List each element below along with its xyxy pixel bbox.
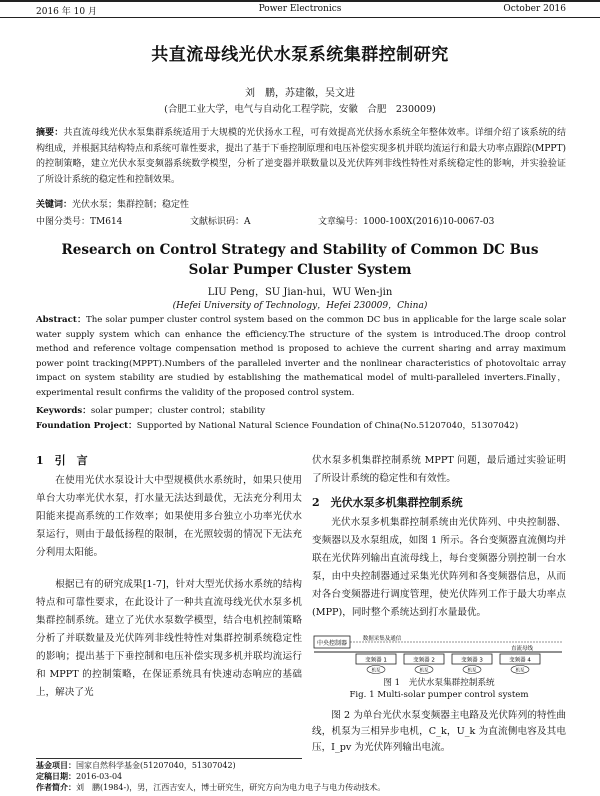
footnote-date: [36, 771, 302, 782]
keywords-en-text: solar pumper；cluster control；stability: [90, 406, 266, 416]
header-journal: Power Electronics: [258, 4, 342, 14]
paper-title-en-line1: Research on Control Strategy and Stability of Common DC Bus: [61, 242, 539, 258]
foundation-en: [36, 419, 518, 431]
abstract-en: [36, 313, 566, 400]
inverter-3: [452, 654, 492, 664]
keywords-cn: [36, 197, 189, 210]
pump-3-label: 机泵: [467, 668, 477, 674]
data-comm-label: 数据采集及通信: [362, 636, 402, 642]
section1-paragraph2: 根据已有的研究成果[1-7]，针对大型光伏扬水系统的结构特点和可靠性要求，在此设计了一种共直流母线光伏水泵多机集群控制系统。建立了光伏水泵数学模型，结合电机控制策略分析了并联数量及光伏阵列非线性特性对集群控制系统稳定性的影响；提出基于下垂控制和电压补偿实现多机并联均流运行和 MPPT 的控制策略，在保证系统具有快速动态响应的基础上，解决了光: [36, 579, 302, 698]
keywords-cn-label: 关键词：: [36, 200, 73, 210]
abstract-en-text: The solar pumper cluster control system based on the common DC bus in applicable for the large scale solar water supply system which can enhance the efficiency.The structure of the system is introduced.The droop control method and reference voltage compensation method is proposed to achieve the current sharing and array maximum power point tracking(MPPT).Numbers of the paralleled inverter and the nonlinear characteristics of photovoltaic array impact on system stability are studied by establishing the mathematical model of multi-paralleled inverters.Finally，experimental result confirms the validity of the proposed control system.: [36, 315, 566, 398]
header-top-rule: [0, 0, 600, 2]
footnote-fund-label: 基金项目：: [36, 760, 76, 770]
abstract-cn-label: 摘要：: [36, 128, 64, 138]
dc-bus-label: 直流母线: [510, 646, 534, 652]
footnote-date-label: 定稿日期：: [36, 771, 76, 781]
inverter-2: [404, 654, 444, 664]
pump-1: [367, 666, 385, 674]
inverter-1-label: 变频器 1: [365, 657, 387, 664]
abstract-cn: [36, 126, 566, 188]
affiliation-en: (Hefei University of Technology，Hefei 230009，China): [172, 301, 428, 311]
section2-paragraph1: 光伏水泵多机集群控制系统由光伏阵列、中央控制器、变频器以及水泵组成，如图 1 所示。各台变频器直流侧均并联在光伏阵列输出直流母线上，每台变频器分别控制一台水泵，由中央控制器通过采集光伏阵列和各变频器信息，从而对各台变频器进行调度管理，使光伏阵列工作于最大功率点(MPP)，同时整个系统达到打水量最优。: [312, 517, 566, 618]
abstract-en-label: Abstract：: [36, 315, 86, 325]
paper-title-cn: 共直流母线光伏水泵系统集群控制研究: [151, 45, 449, 65]
pump-4-label: 机泵: [515, 668, 525, 674]
keywords-cn-text: 光伏水泵；集群控制；稳定性: [72, 200, 190, 210]
paper-title-en: [0, 240, 600, 280]
inverter-4-label: 变频器 4: [509, 657, 531, 664]
footnote-fund-text: 国家自然科学基金(51207040，51307042): [76, 761, 236, 770]
pump-1-label: 机泵: [371, 668, 381, 674]
footnote-fund: [36, 760, 302, 771]
section2-paragraph2: 图 2 为单台光伏水泵变频器主电路及光伏阵列的特性曲线，机泵为三相异步电机，C_k，U_k 为直流侧电容及其电压，I_pv 为光伏阵列输出电流。: [312, 710, 566, 753]
pump-2-label: 机泵: [419, 668, 429, 674]
header-date-cn: 2016 年 10 月: [36, 7, 97, 17]
inverter-1: [356, 654, 396, 664]
figure1-caption-cn: 图 1 光伏水泵集群控制系统: [383, 678, 495, 688]
footnote: [36, 760, 386, 793]
section2-heading: 2 光伏水泵多机集群控制系统: [312, 496, 463, 509]
pump-4: [511, 666, 529, 674]
article-number: 文章编号：1000-100X(2016)10-0067-03: [318, 217, 495, 227]
footnote-date-text: 2016-03-04: [76, 772, 123, 781]
inverter-4: [500, 654, 540, 664]
affiliation-cn: (合肥工业大学，电气与自动化工程学院，安徽 合肥 230009): [164, 104, 436, 115]
section1-paragraph1: 在使用光伏水泵设计大中型规模供水系统时，如果只使用单台大功率光伏水泵，打水量无法达到最优，无法充分利用太阳能来提高系统的工作效率；如果使用多台独立小功率光伏水泵运行，则由于最低扬程的限制，在光照较弱的情况下无法充分利用太阳能。: [36, 475, 302, 558]
clc-number: 中图分类号：TM614: [36, 217, 123, 227]
paper-title-en-line2: Solar Pumper Cluster System: [188, 262, 412, 278]
footnote-author-label: 作者简介：: [36, 782, 76, 792]
inverter-2-label: 变频器 2: [413, 657, 435, 664]
keywords-en: [36, 404, 265, 416]
section1-heading: 1 引 言: [36, 454, 88, 467]
header-date-en: October 2016: [503, 4, 566, 14]
pump-2: [415, 666, 433, 674]
inverter-3-label: 变频器 3: [461, 657, 483, 664]
figure1-diagram: [312, 634, 566, 674]
figure1-caption-en: Fig. 1 Multi-solar pumper control system: [349, 690, 529, 700]
section1-continued: 伏水泵多机集群控制系统 MPPT 问题，最后通过实验证明了所设计系统的稳定性和有效性。: [312, 455, 566, 484]
authors-cn: 刘 鹏，苏建徽，吴文进: [245, 88, 355, 99]
footnote-rule: [36, 758, 302, 759]
foundation-en-text: Supported by National Natural Science Foundation of China(No.51207040，51307042): [136, 421, 519, 431]
pump-3: [463, 666, 481, 674]
document-code: 文献标识码：A: [190, 217, 251, 227]
authors-en: LIU Peng，SU Jian-hui，WU Wen-jin: [207, 287, 393, 298]
abstract-cn-text: 共直流母线光伏水泵集群系统适用于大规模的光伏扬水工程，可有效提高光伏扬水系统全年整体效率。详细介绍了该系统的结构组成，并根据其结构特点和系统可靠性要求，提出了基于下垂控制原理和电压补偿实现多机并联均流运行和最大功率点跟踪(MPPT)的控制策略，建立光伏水泵变频器系统数学模型，分析了逆变器并联数量以及光伏阵列非线性特性对系统稳定性的影响，并实验验证了所设计系统的稳定性和控制效果。: [36, 128, 566, 185]
header-rule: [0, 17, 600, 18]
footnote-author: [36, 782, 386, 793]
foundation-en-label: Foundation Project：: [36, 421, 137, 431]
central-controller-label: 中央控制器: [316, 640, 348, 647]
footnote-author-text: 刘 鹏(1984-)，男，江西吉安人，博士研究生，研究方向为电力电子与电力传动技术。: [76, 783, 386, 792]
keywords-en-label: Keywords：: [36, 406, 91, 416]
